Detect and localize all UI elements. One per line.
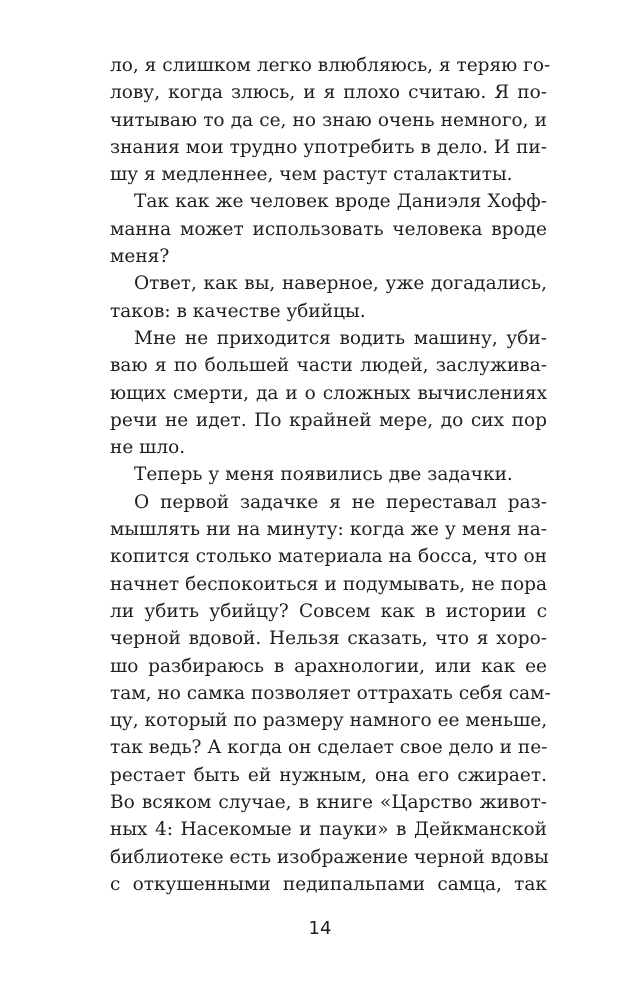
text-line: знания мои трудно употребить в дело. И пи- xyxy=(110,136,547,158)
text-line: Мне не приходится водить машину, уби- xyxy=(134,327,547,349)
text-line: мышлять ни на минуту: когда же у меня на- xyxy=(110,519,547,541)
text-line: таков: в качестве убийцы. xyxy=(110,300,366,322)
text-line: библиотеке есть изображение черной вдовы xyxy=(110,846,549,868)
text-line: черной вдовой. Нельзя сказать, что я хоро- xyxy=(110,628,547,650)
text-line: Теперь у меня появились две задачки. xyxy=(134,464,513,486)
text-line: там, но самка позволяет оттрахать себя сам- xyxy=(110,682,551,704)
text-line: так ведь? А когда он сделает свое дело и пе- xyxy=(110,737,548,759)
text-line: цу, который по размеру намного ее меньше, xyxy=(110,710,548,732)
body-text xyxy=(110,52,551,898)
text-line: ющих смерти, да и о сложных вычислениях xyxy=(110,382,547,404)
text-line: рестает быть ей нужным, она его сжирает. xyxy=(110,764,547,786)
text-line: с откушенными педипальпами самца, так xyxy=(110,873,547,895)
page-number: 14 xyxy=(308,918,332,939)
text-line: читываю то да се, но знаю очень немного, и xyxy=(110,109,547,131)
text-line: ло, я слишком легко влюбляюсь, я теряю го- xyxy=(110,55,551,76)
text-line: шо разбираюсь в арахнологии, или как ее xyxy=(110,655,547,677)
text-line: шу я медленнее, чем растут сталактиты. xyxy=(110,164,513,186)
text-line: речи не идет. По крайней мере, до сих пор xyxy=(110,409,547,431)
text-line: ли убить убийцу? Совсем как в истории с xyxy=(110,600,547,622)
text-line: меня? xyxy=(110,246,170,268)
text-line: ваю я по большей части людей, заслужива- xyxy=(110,355,547,377)
text-line: манна может использовать человека вроде xyxy=(110,218,547,240)
text-line: Во всяком случае, в книге «Царство живот- xyxy=(110,792,547,814)
text-line: ных 4: Насекомые и пауки» в Дейкманской xyxy=(110,819,547,841)
text-line: начнет беспокоиться и подумывать, не пора xyxy=(110,573,547,595)
text-line: О первой задачке я не переставал раз- xyxy=(134,491,547,513)
text-line: копится столько материала на босса, что он xyxy=(110,546,547,568)
text-line: Ответ, как вы, наверное, уже догадались, xyxy=(134,273,547,295)
text-line: не шло. xyxy=(110,437,186,459)
text-line: лову, когда злюсь, и я плохо считаю. Я по- xyxy=(110,82,547,104)
text-line: Так как же человек вроде Даниэля Хофф- xyxy=(134,191,547,213)
